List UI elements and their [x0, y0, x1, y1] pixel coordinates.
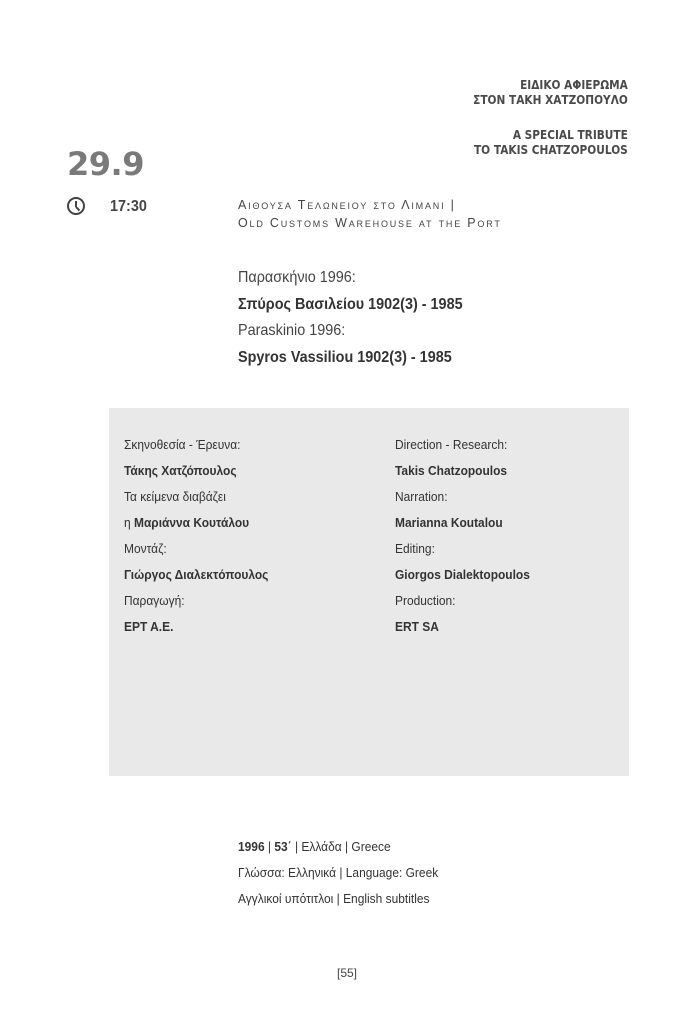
- section-header-greek-line2: ΣΤΟΝ ΤΑΚΗ ΧΑΤΖΟΠΟΥΛΟ: [473, 93, 628, 107]
- credits-english-column: [395, 432, 530, 640]
- section-header-greek-line1: ΕΙΔΙΚΟ ΑΦΙΕΡΩΜΑ: [520, 78, 628, 92]
- film-series-english: Paraskinio 1996:: [238, 322, 346, 339]
- info-separator: |: [264, 839, 275, 854]
- film-country: Ελλάδα | Greece: [301, 839, 391, 854]
- credit-narration-value-greek: Μαριάννα Κουτάλου: [133, 515, 250, 530]
- section-header-english: [474, 128, 628, 158]
- film-series-greek: Παρασκήνιο 1996:: [238, 269, 356, 286]
- film-info-line-1: [238, 834, 438, 860]
- credit-production-value-english: ERT SA: [395, 619, 439, 634]
- credit-production-value-greek: ΕΡΤ Α.Ε.: [124, 619, 174, 634]
- credits-greek-column: [124, 432, 268, 640]
- screening-date: 29.9: [67, 145, 144, 183]
- section-header-english-line1: A SPECIAL TRIBUTE: [513, 128, 628, 142]
- film-subtitles: Αγγλικοί υπότιτλοι | English subtitles: [238, 891, 430, 906]
- venue-greek: Αιθουσα Τελωνειου στο Λιμανι |: [238, 198, 456, 212]
- venue-english: Old Customs Warehouse at the Port: [238, 216, 502, 230]
- credit-direction-value-english: Takis Chatzopoulos: [395, 463, 508, 478]
- film-title-greek: Σπύρος Βασιλείου 1902(3) - 1985: [238, 295, 463, 313]
- credit-direction-label-english: Direction - Research:: [395, 437, 508, 452]
- section-header-english-line2: TO TAKIS CHATZOPOULOS: [474, 143, 628, 157]
- screening-time: 17:30: [110, 198, 147, 215]
- credit-direction-label-greek: Σκηνοθεσία - Έρευνα:: [124, 437, 241, 452]
- film-year: 1996: [238, 839, 265, 854]
- credit-editing-label-english: Editing:: [395, 541, 435, 556]
- film-info: [238, 834, 438, 912]
- credit-narration-value-english: Marianna Koutalou: [395, 515, 503, 530]
- section-header-greek: [473, 78, 628, 108]
- credits-box: [109, 408, 629, 776]
- film-title-block: [238, 265, 463, 371]
- credit-editing-value-greek: Γιώργος Διαλεκτόπουλος: [124, 567, 269, 582]
- credit-production-label-english: Production:: [395, 593, 456, 608]
- page-number: [55]: [336, 966, 357, 980]
- credit-narration-label-greek: Τα κείμενα διαβάζει: [124, 489, 226, 504]
- film-language: Γλώσσα: Ελληνικά | Language: Greek: [238, 865, 439, 880]
- credit-narration-label-english: Narration:: [395, 489, 448, 504]
- film-duration: 53΄: [274, 839, 292, 854]
- film-title-english: Spyros Vassiliou 1902(3) - 1985: [238, 348, 452, 366]
- credit-editing-value-english: Giorgos Dialektopoulos: [395, 567, 530, 582]
- credit-direction-value-greek: Τάκης Χατζόπουλος: [124, 463, 237, 478]
- credit-narration-line-greek: [124, 510, 268, 536]
- clock-icon: [67, 197, 85, 215]
- credit-production-label-greek: Παραγωγή:: [124, 593, 185, 608]
- credit-narration-prefix-greek: η: [124, 515, 131, 530]
- credit-editing-label-greek: Μοντάζ:: [124, 541, 167, 556]
- info-separator: |: [291, 839, 302, 854]
